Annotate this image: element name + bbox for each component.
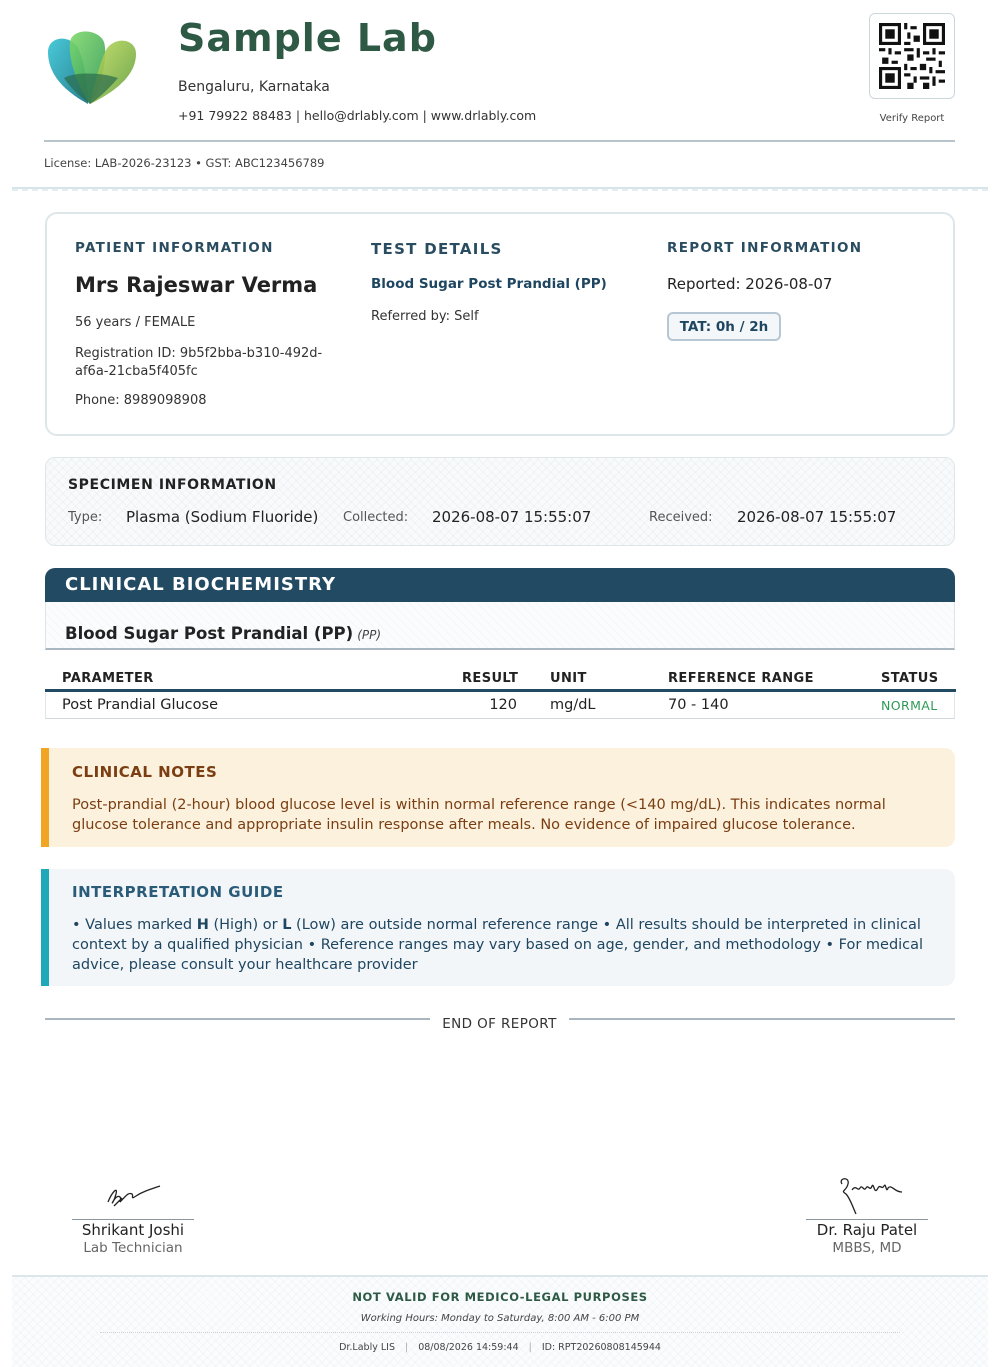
lab-logo [44, 28, 140, 108]
tat-badge: TAT: 0h / 2h [667, 312, 781, 341]
qr-code[interactable] [869, 13, 955, 99]
col-header-status: STATUS [881, 671, 939, 686]
verify-report-link[interactable]: Verify Report [879, 113, 945, 124]
guide-text-1: • Values marked [72, 917, 197, 933]
doctor-name: Dr. Raju Patel [816, 1221, 918, 1239]
lab-name: Sample Lab [178, 16, 437, 60]
test-group-name: Blood Sugar Post Prandial (PP) [65, 624, 354, 643]
test-group-code: (PP) [357, 628, 382, 642]
cell-status: NORMAL [881, 698, 938, 713]
doctor-qualification: MBBS, MD [832, 1240, 902, 1256]
cell-reference-range: 70 - 140 [668, 697, 729, 713]
cell-result: 120 [489, 697, 517, 713]
guide-high-marker: H [196, 917, 209, 933]
patient-info-title: PATIENT INFORMATION [75, 240, 274, 256]
col-header-parameter: PARAMETER [62, 671, 154, 686]
col-header-unit: UNIT [550, 671, 587, 686]
license-info: License: LAB-2026-23123 • GST: ABC123456789 [44, 156, 325, 170]
collected-value: 2026-08-07 15:55:07 [432, 508, 592, 526]
footer-warning: NOT VALID FOR MEDICO-LEGAL PURPOSES [352, 1290, 648, 1304]
specimen-type-value: Plasma (Sodium Fluoride) [126, 508, 319, 526]
cell-parameter: Post Prandial Glucose [62, 697, 219, 713]
qr-code-icon [879, 23, 945, 89]
header-divider-double [12, 187, 988, 191]
interpretation-guide-title: INTERPRETATION GUIDE [72, 883, 284, 901]
section-title: CLINICAL BIOCHEMISTRY [65, 574, 337, 595]
patient-phone: Phone: 8989098908 [75, 393, 207, 408]
test-group-title [65, 624, 381, 643]
referred-by: Referred by: Self [371, 309, 479, 324]
header-divider [44, 140, 955, 142]
specimen-title: SPECIMEN INFORMATION [68, 477, 277, 493]
footer-working-hours: Working Hours: Monday to Saturday, 8:00 AM - 6:00 PM [360, 1313, 640, 1324]
footer-separator: | [528, 1342, 532, 1353]
guide-low-marker: L [282, 917, 292, 933]
technician-signature [100, 1172, 190, 1217]
report-info-title: REPORT INFORMATION [667, 240, 863, 256]
lab-city: Bengaluru, Karnataka [178, 79, 330, 95]
guide-text-3: (Low) are outside normal reference range • All results should be interpreted in clinical context by a qualified physician • Reference ranges may vary based on age, gender, and methodology • For medical advice, please consult your healthcare provider [72, 917, 924, 973]
end-divider-left [45, 1018, 430, 1020]
lab-contact: +91 79922 88483 | hello@drlably.com | www.drlably.com [178, 108, 537, 123]
footer-report-id: ID: RPT20260808145944 [541, 1342, 661, 1353]
doctor-signature [828, 1170, 918, 1215]
test-details-title: TEST DETAILS [371, 240, 503, 258]
technician-role: Lab Technician [83, 1240, 183, 1256]
patient-age-gender: 56 years / FEMALE [75, 315, 196, 330]
col-header-result: RESULT [462, 671, 519, 686]
patient-name: Mrs Rajeswar Verma [75, 273, 318, 297]
clinical-notes-text: Post-prandial (2-hour) blood glucose level is within normal reference range (<140 mg/dL). This indicates normal glucose tolerance and appropriate insulin response after meals. No evidence of impaired glucose tolerance. [72, 797, 886, 833]
footer-meta [0, 1342, 1000, 1353]
received-label: Received: [649, 510, 713, 525]
cell-unit: mg/dL [550, 697, 596, 713]
collected-label: Collected: [343, 510, 409, 525]
end-of-report: END OF REPORT [442, 1016, 557, 1032]
clinical-notes-title: CLINICAL NOTES [72, 763, 218, 781]
footer-divider [100, 1332, 900, 1333]
footer-separator: | [404, 1342, 409, 1353]
reported-date: Reported: 2026-08-07 [667, 275, 833, 293]
specimen-card [45, 457, 955, 546]
test-name: Blood Sugar Post Prandial (PP) [371, 276, 607, 292]
received-value: 2026-08-07 15:55:07 [737, 508, 897, 526]
footer-timestamp: 08/08/2026 14:59:44 [418, 1342, 519, 1353]
technician-signature-line [72, 1219, 194, 1220]
col-header-reference-range: REFERENCE RANGE [668, 671, 814, 686]
guide-text-2: (High) or [208, 917, 283, 933]
end-divider-right [569, 1018, 955, 1020]
footer-system: Dr.Lably LIS [339, 1342, 395, 1353]
doctor-signature-line [806, 1219, 928, 1220]
registration-id-line1: Registration ID: 9b5f2bba-b310-492d- [75, 346, 323, 361]
specimen-type-label: Type: [68, 510, 103, 525]
registration-id-line2: af6a-21cba5f405fc [75, 364, 198, 379]
interpretation-guide-text [72, 915, 932, 975]
technician-name: Shrikant Joshi [81, 1221, 185, 1239]
